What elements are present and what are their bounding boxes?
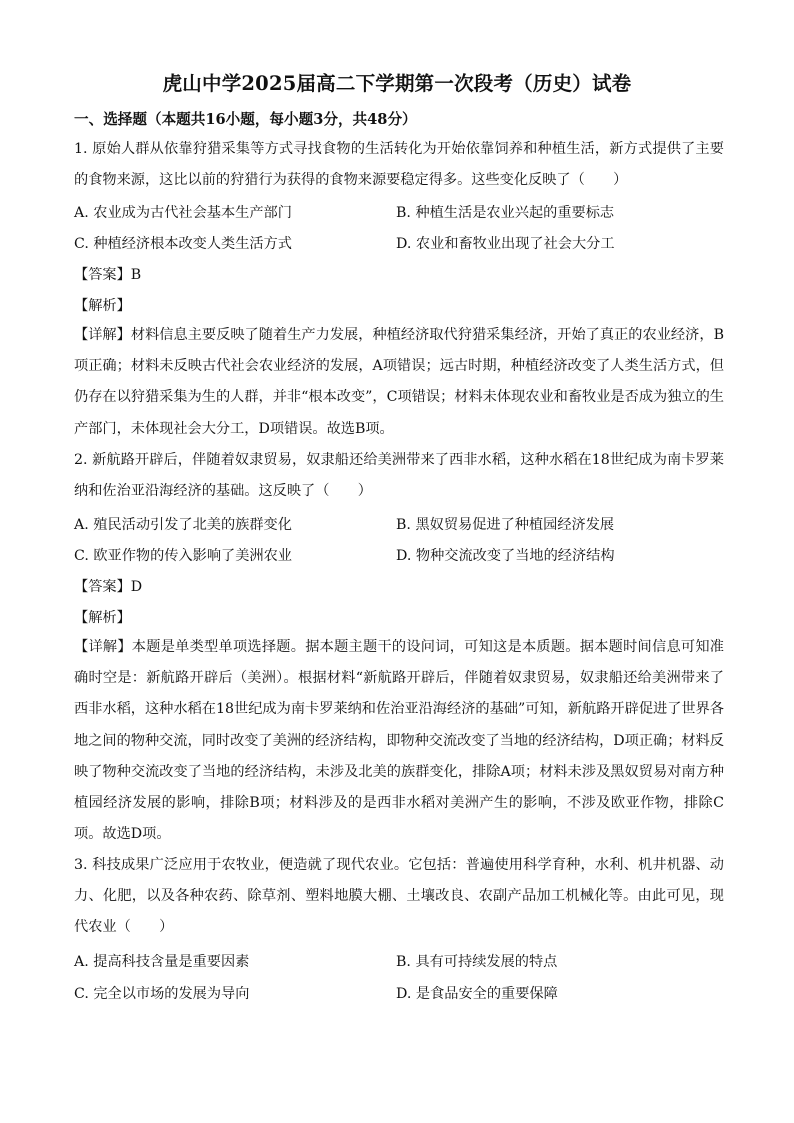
question-2-detail: 【详解】本题是单类型单项选择题。据本题主题干的设问词，可知这是本质题。据本题时间信息可知准确时空是：新航路开辟后（美洲）。根据材料“新航路开辟后，伴随着奴隶贸易，奴隶船还给美洲带来了西非水稻，这种水稻在18世纪成为南卡罗莱纳和佐治亚沿海经济的基础”可知，新航路开辟促进了世界各地之间的物种交流，同时改变了美洲的经济结构，即物种交流改变了当地的经济结构，D项正确；材料反映了物种交流改变了当地的经济结构，未涉及北美的族群变化，排除A项；材料未涉及黑奴贸易对南方种植园经济发展的影响，排除B项；材料涉及的是西非水稻对美洲产生的影响，不涉及欧亚作物，排除C项。故选D项。 (74, 639, 724, 843)
question-2-analysis-label: 【解析】 (74, 610, 131, 626)
question-2-option-c: C. 欧亚作物的传入影响了美洲农业 (74, 548, 292, 564)
question-3-stem: 3. 科技成果广泛应用于农牧业，便造就了现代农业。它包括：普遍使用科学育种，水利、机井机器、动力、化肥，以及各种农药、除草剂、塑料地膜大棚、土壤改良、农副产品加工机械化等。由此可见，现代农业（ ） (74, 857, 724, 936)
question-3-option-b: B. 具有可持续发展的特点 (396, 954, 558, 970)
question-3-option-a: A. 提高科技含量是重要因素 (74, 954, 250, 970)
question-1-option-b: B. 种植生活是农业兴起的重要标志 (396, 205, 615, 221)
question-3-option-c: C. 完全以市场的发展为导向 (74, 986, 250, 1002)
question-1-option-c: C. 种植经济根本改变人类生活方式 (74, 236, 292, 252)
section-heading: 一、选择题（本题共16小题，每小题3分，共48分） (74, 111, 417, 128)
question-1-detail: 【详解】材料信息主要反映了随着生产力发展，种植经济取代狩猎采集经济，开始了真正的农业经济，B项正确；材料未反映古代社会农业经济的发展，A项错误；远古时期，种植经济改变了人类生活方式，但仍存在以狩猎采集为生的人群，并非“根本改变”，C项错误；材料未体现农业和畜牧业是否成为独立的生产部门，未体现社会大分工，D项错误。故选B项。 (74, 327, 724, 437)
question-1-analysis-label: 【解析】 (74, 298, 131, 314)
question-2-stem: 2. 新航路开辟后，伴随着奴隶贸易，奴隶船还给美洲带来了西非水稻，这种水稻在18世纪成为南卡罗莱纳和佐治亚沿海经济的基础。这反映了（ ） (74, 452, 724, 500)
question-2-option-d: D. 物种交流改变了当地的经济结构 (396, 548, 615, 564)
question-1-option-d: D. 农业和畜牧业出现了社会大分工 (396, 236, 615, 252)
question-1-stem: 1. 原始人群从依靠狩猎采集等方式寻找食物的生活转化为开始依靠饲养和种植生活，新方式提供了主要的食物来源，这比以前的狩猎行为获得的食物来源要稳定得多。这些变化反映了（ ） (74, 141, 724, 189)
question-1-option-a: A. 农业成为古代社会基本生产部门 (74, 205, 292, 221)
question-2-answer: 【答案】D (74, 579, 143, 595)
question-2-option-a: A. 殖民活动引发了北美的族群变化 (74, 517, 292, 533)
question-2-option-b: B. 黑奴贸易促进了种植园经济发展 (396, 517, 615, 533)
exam-title: 虎山中学2025届高二下学期第一次段考（历史）试卷 (162, 72, 632, 95)
question-1-answer: 【答案】B (74, 267, 142, 283)
question-3-option-d: D. 是食品安全的重要保障 (396, 986, 558, 1002)
